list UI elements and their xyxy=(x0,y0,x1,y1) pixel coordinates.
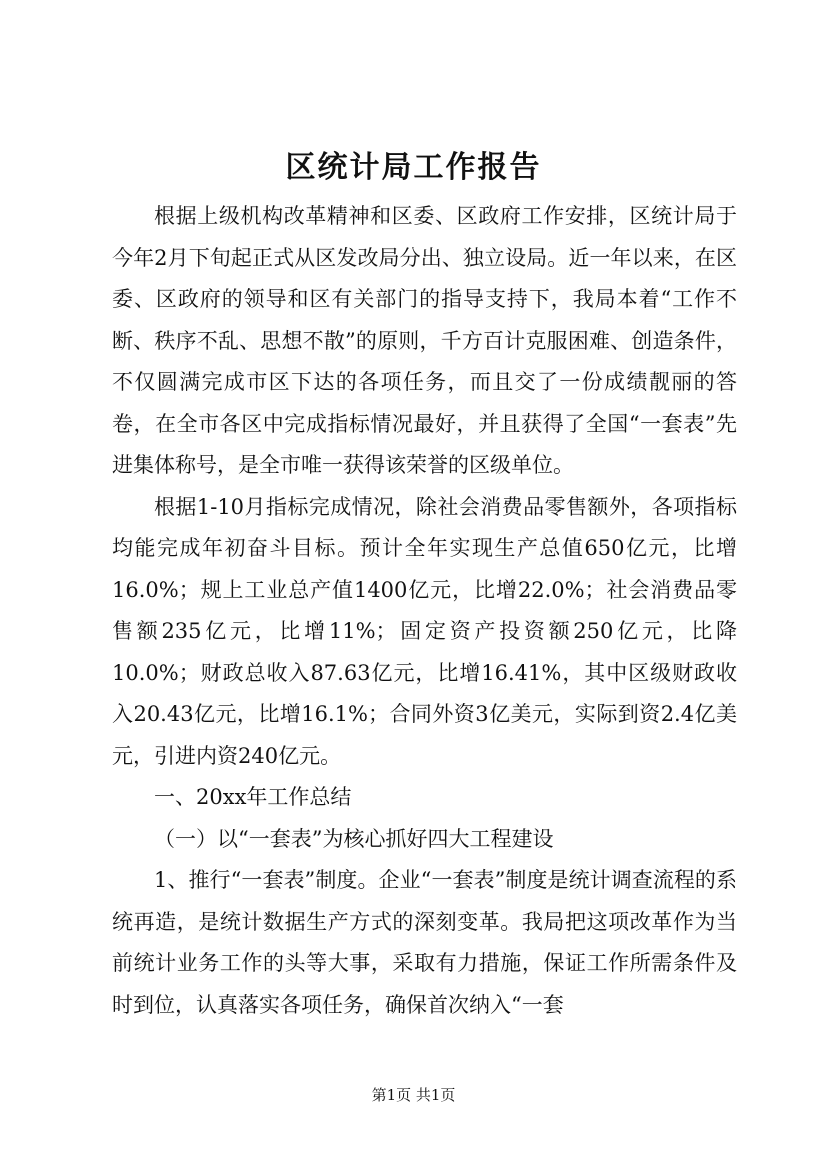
subsection-heading: （一）以“一套表”为核心抓好四大工程建设 xyxy=(154,826,554,851)
document-body xyxy=(112,196,737,1026)
document-title: 区统计局工作报告 xyxy=(285,150,542,185)
paragraph-intro: 根据上级机构改革精神和区委、区政府工作安排，区统计局于今年2月下旬起正式从区发改局分出、独立设局。近一年以来，在区委、区政府的领导和区有关部门的指导支持下，我局本着“工作不断、秩序不乱、思想不散”的原则，千方百计克服困难、创造条件，不仅圆满完成市区下达的各项任务，而且交了一份成绩靓丽的答卷，在全市各区中完成指标情况最好，并且获得了全国“一套表”先进集体称号，是全市唯一获得该荣誉的区级单位。 xyxy=(112,204,737,477)
page-footer: 第1页 共1页 xyxy=(371,1086,456,1104)
paragraph-item-1: 1、推行“一套表”制度。企业“一套表”制度是统计调查流程的系统再造，是统计数据生产方式的深刻变革。我局把这项改革作为当前统计业务工作的头等大事，采取有力措施，保证工作所需条件及时到位，认真落实各项任务，确保首次纳入“一套 xyxy=(112,868,737,1017)
paragraph-indicators: 根据1-10月指标完成情况，除社会消费品零售额外，各项指标均能完成年初奋斗目标。预计全年实现生产总值650亿元，比增16.0%；规上工业总产值1400亿元，比增22.0%；社会消费品零售额235亿元，比增11%；固定资产投资额250亿元，比降10.0%；财政总收入87.63亿元，比增16.41%，其中区级财政收入20.43亿元，比增16.1%；合同外资3亿美元，实际到资2.4亿美元，引进内资240亿元。 xyxy=(112,494,737,768)
section-heading: 一、20xx年工作总结 xyxy=(154,785,352,809)
